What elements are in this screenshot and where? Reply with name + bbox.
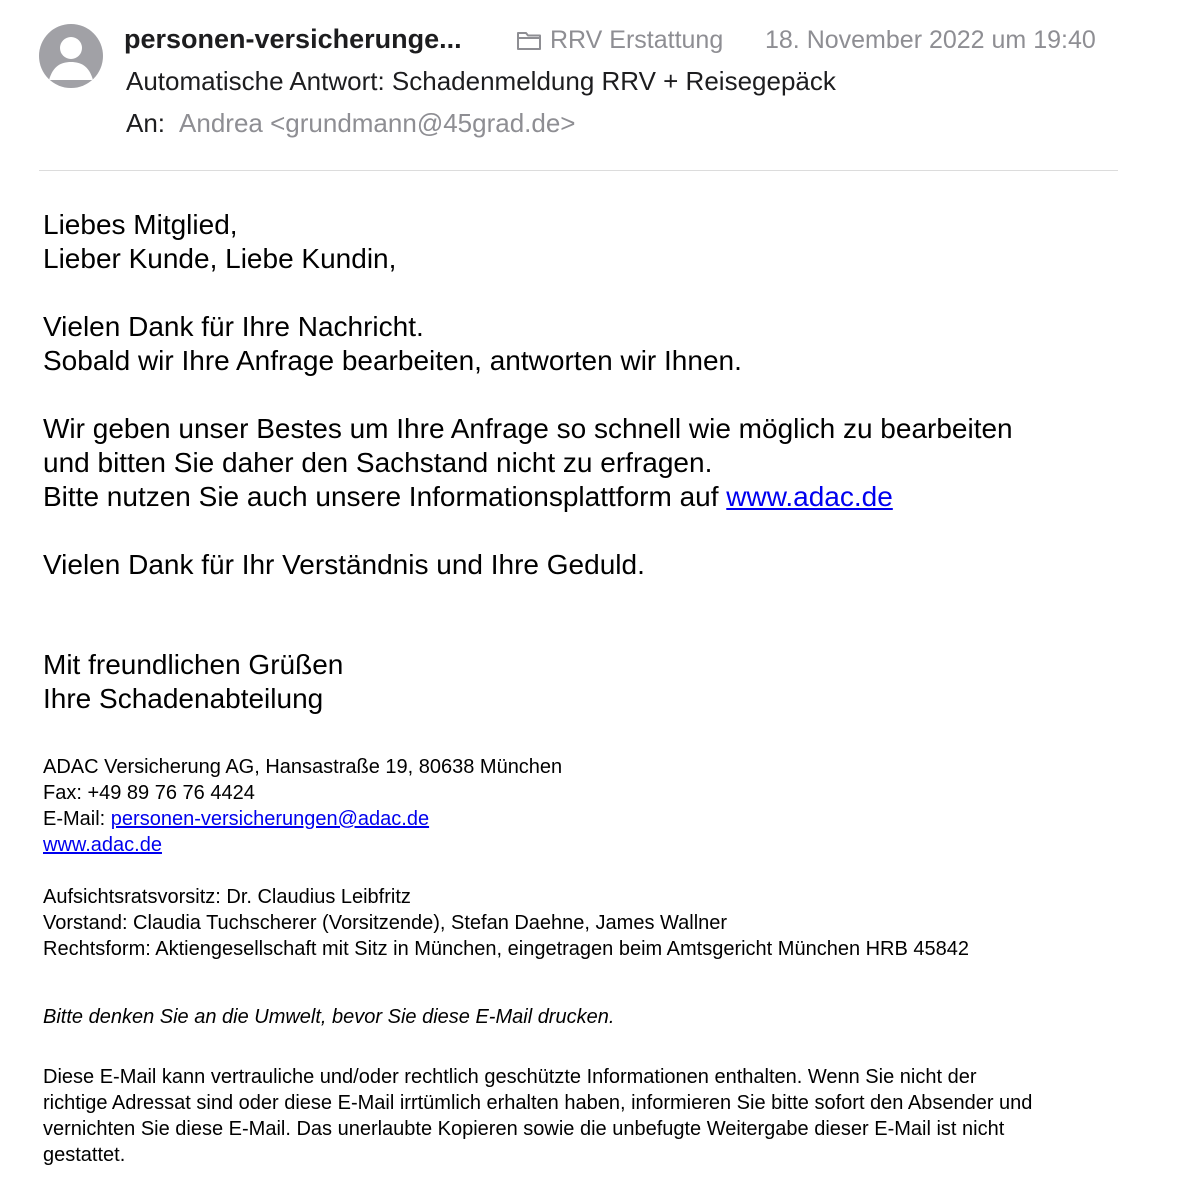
closing-line: Mit freundlichen Grüßen	[43, 649, 344, 680]
environment-note: Bitte denken Sie an die Umwelt, bevor Sie diese E-Mail drucken.	[43, 1006, 615, 1028]
message-date: 18. November 2022 um 19:40	[765, 26, 1096, 54]
thanks-line: Sobald wir Ihre Anfrage bearbeiten, antworten wir Ihnen.	[43, 345, 742, 376]
mailbox-name: RRV Erstattung	[550, 25, 724, 54]
header-divider	[39, 170, 1118, 171]
website-link[interactable]: www.adac.de	[43, 834, 162, 856]
recipient-label: An:	[126, 108, 166, 138]
info-line	[43, 480, 1153, 514]
adac-website-link[interactable]: www.adac.de	[726, 481, 893, 512]
greeting-line: Liebes Mitglied,	[43, 209, 238, 240]
sender-name[interactable]: personen-versicherunge...	[124, 24, 462, 54]
mailbox-label[interactable]	[516, 26, 723, 54]
message-header	[0, 0, 1186, 172]
disclaimer-line: Diese E-Mail kann vertrauliche und/oder rechtlich geschützte Informationen enthalten. Wenn Sie nicht der	[43, 1066, 977, 1088]
executive-board: Vorstand: Claudia Tuchscherer (Vorsitzende), Stefan Daehne, James Wallner	[43, 912, 728, 934]
recipient-line	[126, 108, 576, 139]
fax-number: Fax: +49 89 76 76 4424	[43, 782, 255, 804]
sender-avatar-icon[interactable]	[39, 24, 103, 88]
email-label: E-Mail:	[43, 808, 111, 830]
disclaimer-line: richtige Adressat sind oder diese E-Mail irrtümlich erhalten haben, informieren Sie bitte sofort den Absender und	[43, 1092, 1033, 1114]
greeting-line: Lieber Kunde, Liebe Kundin,	[43, 243, 397, 274]
message-subject: Automatische Antwort: Schadenmeldung RRV + Reisegepäck	[126, 66, 836, 96]
web-line	[43, 832, 1153, 858]
disclaimer-line: vernichten Sie diese E-Mail. Das unerlaubte Kopieren sowie die unbefugte Weitergabe dieser E-Mail ist nicht	[43, 1118, 1005, 1140]
closing-line: Ihre Schadenabteilung	[43, 683, 324, 714]
message-body	[43, 208, 1153, 1168]
folder-icon	[516, 29, 542, 51]
info-text: Bitte nutzen Sie auch unsere Informationsplattform auf	[43, 481, 727, 512]
info-line: Wir geben unser Bestes um Ihre Anfrage so schnell wie möglich zu bearbeiten	[43, 413, 1013, 444]
email-line	[43, 806, 1153, 832]
signature-block	[43, 754, 1153, 1168]
patience-line: Vielen Dank für Ihr Verständnis und Ihre Geduld.	[43, 549, 645, 580]
email-link[interactable]: personen-versicherungen@adac.de	[110, 808, 430, 830]
message-main-text	[43, 208, 1153, 716]
info-line: und bitten Sie daher den Sachstand nicht zu erfragen.	[43, 447, 713, 478]
board-chair: Aufsichtsratsvorsitz: Dr. Claudius Leibfritz	[43, 886, 411, 908]
legal-form: Rechtsform: Aktiengesellschaft mit Sitz in München, eingetragen beim Amtsgericht München HRB 45842	[43, 938, 970, 960]
company-address: ADAC Versicherung AG, Hansastraße 19, 80638 München	[43, 756, 563, 778]
disclaimer-line: gestattet.	[43, 1144, 126, 1166]
recipient-address[interactable]: Andrea <grundmann@45grad.de>	[179, 108, 576, 138]
thanks-line: Vielen Dank für Ihre Nachricht.	[43, 311, 424, 342]
